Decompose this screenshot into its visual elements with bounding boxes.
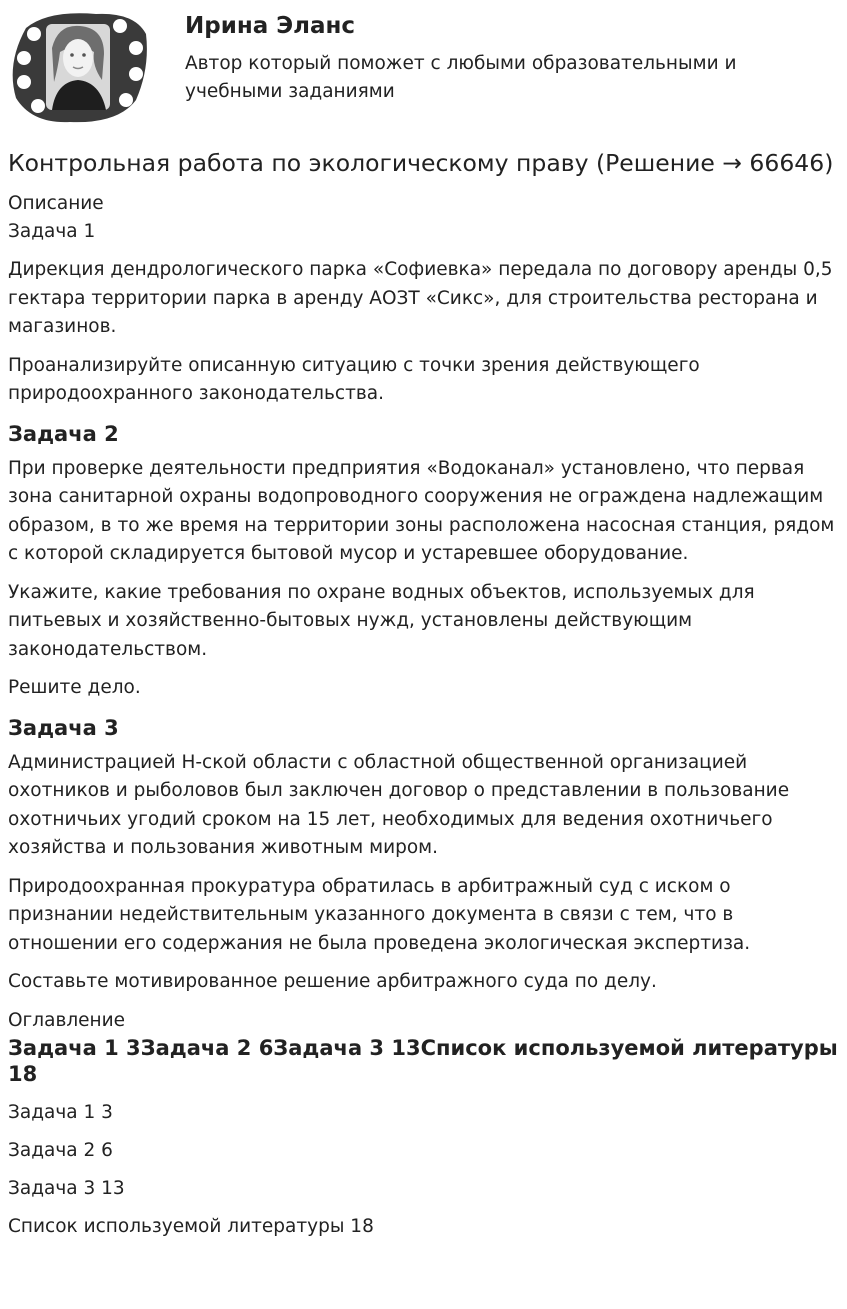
toc-item[interactable]: Задача 3 13 (8, 1177, 125, 1199)
task-3-paragraph: Природоохранная прокуратура обратилась в арбитражный суд с иском о признании недействительным указанного документа в связи с тем, что в отношении его содержания не была проведена экологическая экспертиза. (8, 875, 751, 954)
author-description: Автор который поможет с любыми образовательными и учебными заданиями (185, 53, 737, 102)
task-1-paragraph: Проанализируйте описанную ситуацию с точки зрения действующего природоохранного законодательства. (8, 354, 700, 404)
description-label: Описание (8, 193, 104, 214)
task-2-heading: Задача 2 (8, 421, 119, 446)
page (8, 0, 838, 1251)
document-title: Контрольная работа по экологическому праву (Решение → 66646) (8, 149, 834, 177)
toc-item[interactable]: Список используемой литературы 18 (8, 1215, 374, 1237)
task-1-heading: Задача 1 (8, 221, 96, 242)
task-3-paragraph: Составьте мотивированное решение арбитражного суда по делу. (8, 971, 657, 992)
toc-item[interactable]: Задача 2 6 (8, 1139, 113, 1161)
author-info (185, 10, 825, 106)
author-name[interactable]: Ирина Эланс (185, 13, 356, 39)
task-2-paragraph: Решите дело. (8, 677, 141, 698)
author-block (8, 0, 838, 132)
task-2-paragraph: При проверке деятельности предприятия «Водоканал» установлено, что первая зона санитарной охраны водопроводного сооружения не ограждена надлежащим образом, в то же время на территории зоны расположена насосная станция, рядом с которой складируется бытовой мусор и устаревшее оборудование. (8, 457, 835, 564)
toc-item[interactable]: Задача 1 3 (8, 1101, 113, 1123)
toc-label: Оглавление (8, 1009, 126, 1031)
film-strip-avatar-icon (8, 8, 150, 126)
task-1-paragraph: Дирекция дендрологического парка «Софиевка» передала по договору аренды 0,5 гектара территории парка в аренду АОЗТ «Сикс», для строительства ресторана и магазинов. (8, 259, 833, 337)
task-2-paragraph: Укажите, какие требования по охране водных объектов, используемых для питьевых и хозяйственно-бытовых нужд, установлены действующим законодательством. (8, 581, 755, 660)
task-3-paragraph: Администрацией Н-ской области с областной общественной организацией охотников и рыболовов был заключен договор о представлении в пользование охотничьих угодий сроком на 15 лет, необходимых для ведения охотничьего хозяйства и пользования животным миром. (8, 751, 790, 858)
task-3-heading: Задача 3 (8, 715, 119, 740)
toc-combined[interactable]: Задача 1 3Задача 2 6Задача 3 13Список используемой литературы 18 (8, 1035, 838, 1086)
avatar[interactable] (8, 8, 150, 126)
